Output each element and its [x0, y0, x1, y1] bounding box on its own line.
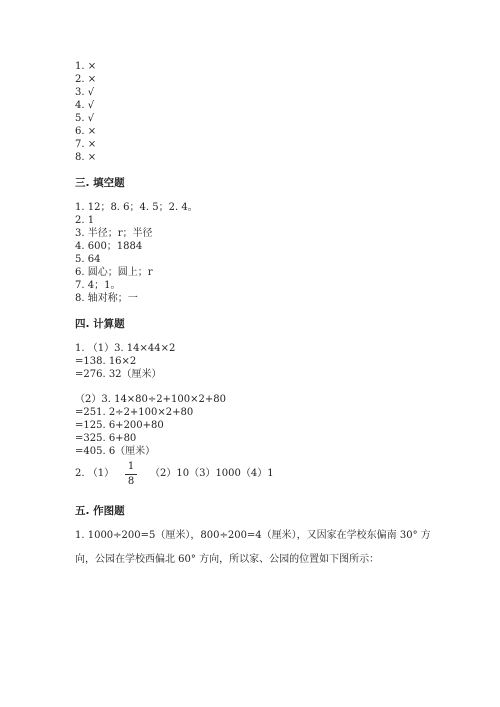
judge-answer-8: 8. ×	[75, 152, 97, 163]
judge-answer-5: 5. √	[75, 113, 95, 124]
fill-answer-6: 6. 圆心；圆上；r	[75, 267, 153, 278]
fill-answer-4: 4. 600；1884	[75, 241, 143, 252]
judge-answer-2: 2. ×	[75, 74, 97, 85]
calc-line-5: =251. 2÷2+100×2+80	[75, 407, 194, 418]
fraction-denominator: 8	[127, 476, 135, 487]
fill-answer-1: 1. 12；8. 6；4. 5；2. 4。	[75, 202, 198, 213]
calc-line-2: =138. 16×2	[75, 356, 137, 367]
section-title-calc: 四. 计算题	[75, 318, 125, 330]
judge-answer-4: 4. √	[75, 100, 95, 111]
calc-line-1: 1. （1）3. 14×44×2	[75, 343, 176, 354]
section-title-draw: 五. 作图题	[75, 505, 125, 517]
fill-answer-7: 7. 4；1。	[75, 280, 121, 291]
calc-line-6: =125. 6+200+80	[75, 420, 164, 431]
fraction-one-eighth	[124, 461, 138, 488]
calc-line-8: =405. 6（厘米）	[75, 446, 156, 457]
fraction-bar	[125, 474, 137, 475]
calc-q2-suffix: （2）10（3）1000（4）1	[150, 468, 274, 479]
calc-line-3: =276. 32（厘米）	[75, 369, 162, 380]
judge-answer-7: 7. ×	[75, 139, 97, 150]
fill-answer-8: 8. 轴对称；一	[75, 293, 138, 304]
calc-line-7: =325. 6+80	[75, 433, 137, 444]
calc-q2-prefix: 2. （1）	[75, 468, 115, 479]
draw-line-2: 向，公园在学校西偏北 60° 方向，所以家、公园的位置如下图所示：	[75, 554, 380, 565]
section-title-fill: 三. 填空题	[75, 177, 125, 189]
fraction-numerator: 1	[127, 461, 135, 472]
fill-answer-5: 5. 64	[75, 254, 101, 265]
judge-answer-3: 3. √	[75, 87, 95, 98]
draw-line-1: 1. 1000÷200=5（厘米），800÷200=4（厘米），又因家在学校东偏南 30° 方	[75, 530, 431, 541]
fill-answer-2: 2. 1	[75, 215, 95, 226]
judge-answer-1: 1. ×	[75, 61, 97, 72]
judge-answer-6: 6. ×	[75, 126, 97, 137]
calc-line-4: （2）3. 14×80÷2+100×2+80	[75, 394, 226, 405]
fill-answer-3: 3. 半径；r；半径	[75, 228, 153, 239]
